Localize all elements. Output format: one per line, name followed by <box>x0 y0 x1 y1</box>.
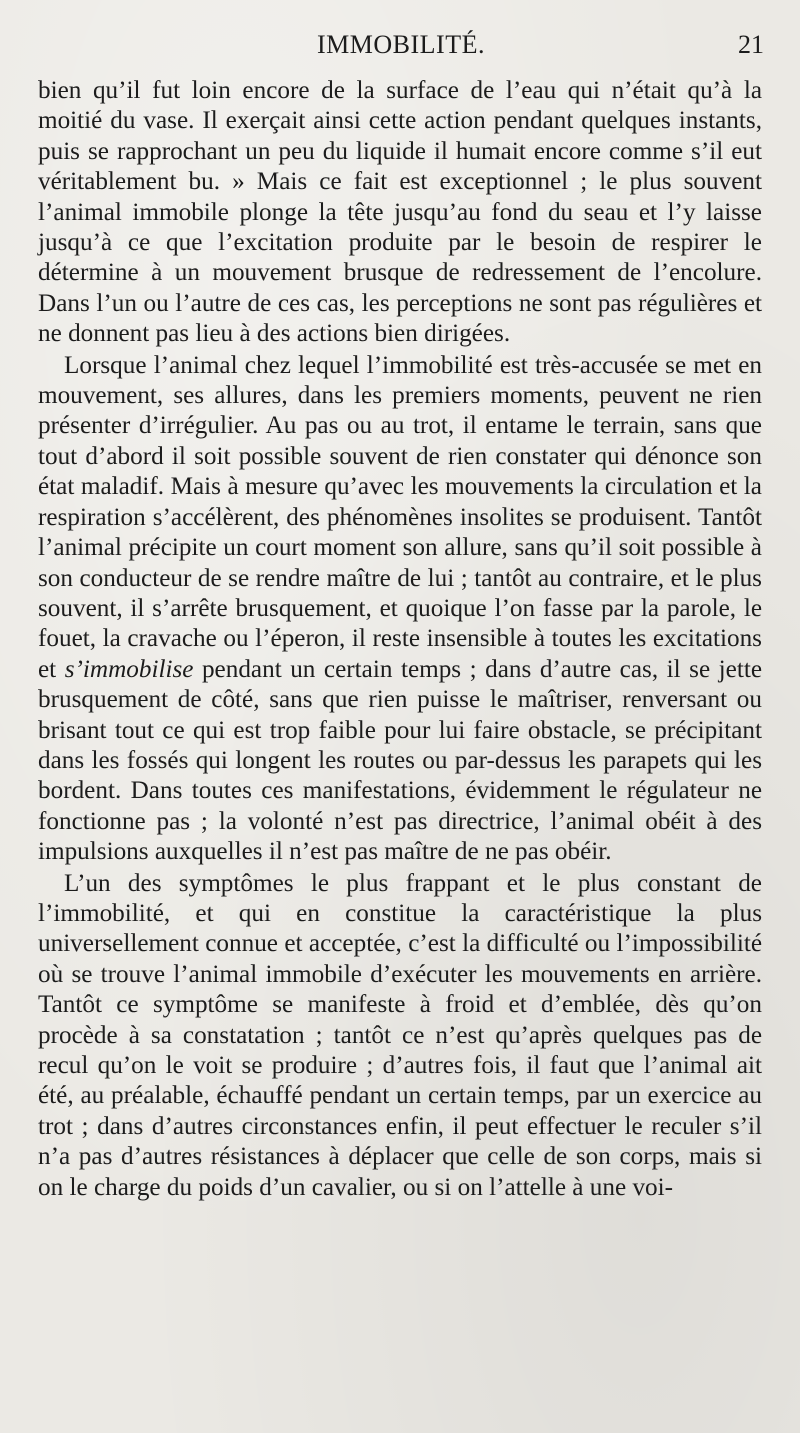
paragraph-2-text-before: Lorsque l’animal chez lequel l’immobilité est très-accusée se met en mouvement, ses allures, dans les premiers moments, peuvent ne rien présenter d’irrégulier. Au pas ou au trot, il entame le terrain, sans que tout d’abord il soit possible souvent de rien constater qui dénonce son état maladif. Mais à mesure qu’avec les mouvements la circulation et la respiration s’accélèrent, des phénomènes insolites se produisent. Tantôt l’animal précipite un court moment son allure, sans qu’il soit possible à son conducteur de se rendre maître de lui ; tantôt au contraire, et le plus souvent, il s’arrête brusquement, et quoique l’on fasse par la parole, le fouet, la cravache ou l’éperon, il reste insensible à toutes les excitations et <box>38 351 762 683</box>
emphasized-word: s’immobilise <box>64 655 194 683</box>
paragraph-3: L’un des symptômes le plus frappant et le plus constant de l’immobilité, et qui en constitue la caractéristique la plus universellement connue et acceptée, c’est la difficulté ou l’impossibilité où se trouve l’animal immobile d’exécuter les mouvements en arrière. Tantôt ce symptôme se manifeste à froid et d’emblée, dès qu’on procède à sa constatation ; tantôt ce n’est qu’après quelques pas de recul qu’on le voit se produire ; d’autres fois, il faut que l’animal ait été, au préalable, échauffé pendant un certain temps, par un exercice au trot ; dans d’autres circonstances enfin, il peut effectuer le reculer s’il n’a pas d’autres résistances à déplacer que celle de son corps, mais si on le charge du poids d’un cavalier, ou si on l’attelle à une voi- <box>38 869 762 1201</box>
page-number: 21 <box>738 30 764 59</box>
paragraph-2-text-after: pendant un certain temps ; dans d’autre cas, il se jette brusquement de côté, sans que rien puisse le maîtriser, renversant ou brisant tout ce qui est trop faible pour lui faire obstacle, se précipitant dans les fossés qui longent les routes ou par-dessus les parapets qui les bordent. Dans toutes ces manifestations, évidemment le régulateur ne fonctionne pas ; la volonté n’est pas directrice, l’animal obéit à des impulsions auxquelles il n’est pas maître de ne pas obéir. <box>38 655 762 866</box>
running-head <box>38 30 764 64</box>
paragraph-1: bien qu’il fut loin encore de la surface de l’eau qui n’était qu’à la moitié du vase. Il exerçait ainsi cette action pendant quelques instants, puis se rapprochant un peu du liquide il humait encore comme s’il eut véritablement bu. » Mais ce fait est exceptionnel ; le plus souvent l’animal immobile plonge la tête jusqu’au fond du seau et l’y laisse jusqu’à ce que l’excitation produite par le besoin de respirer le détermine à un mouvement brusque de redressement de l’encolure. Dans l’un ou l’autre de ces cas, les perceptions ne sont pas régulières et ne donnent pas lieu à des actions bien dirigées. <box>38 77 762 348</box>
paragraph-2 <box>38 351 762 868</box>
running-title: IMMOBILITÉ. <box>317 30 485 59</box>
body-text <box>38 76 762 1203</box>
